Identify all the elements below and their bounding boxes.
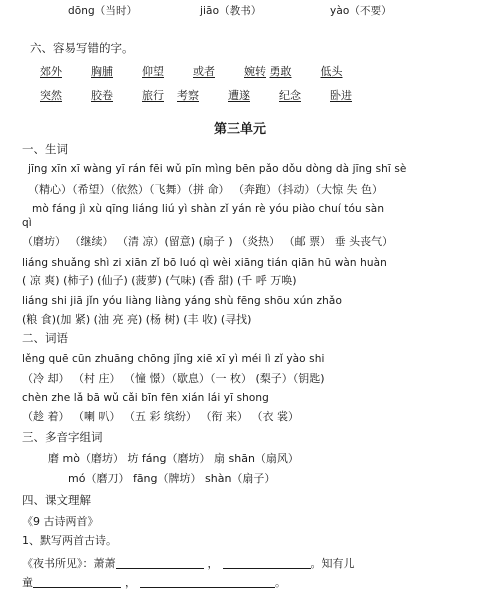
word-line-1: lěng quē cūn zhuāng chōng jǐng xiē xī yì méi lì zǐ yào shi — [22, 353, 325, 365]
fill-blank-2[interactable] — [223, 557, 311, 569]
polyphone-line-2: mó（磨刀） fāng（牌坊） shàn（扇子） — [68, 472, 276, 485]
polyphone-line-1: 磨 mò（磨坊） 坊 fáng（磨坊） 扇 shān（扇风） — [48, 452, 299, 465]
vocab-line-3: mò fáng jì xù qīng liáng liú yì shàn zǐ yán rè yóu piào chuí tóu sàn — [32, 203, 385, 215]
fill-blank-3[interactable] — [33, 576, 121, 588]
section-4-heading: 四、课文理解 — [22, 493, 91, 507]
word: 或者 — [193, 65, 215, 78]
word-line-2: （冷 却） （村 庄） （憧 憬）（歇息）（一 枚） (梨子）（钥匙) — [22, 372, 325, 385]
section-2-heading: 二、词语 — [22, 331, 68, 345]
section-3-heading: 三、多音字组词 — [22, 430, 103, 444]
vocab-line-6: liáng shuǎng shì zi xiān zǐ bō luó qì wèi xiāng tián qiān hū wàn huàn — [22, 257, 387, 269]
vocab-line-2: （精心）（希望）（依然）（飞舞）（拼 命） （奔跑）（抖动）（大惊 失 色） — [28, 183, 383, 196]
fill-blank-4[interactable] — [140, 576, 275, 588]
word: 郊外 — [40, 65, 62, 78]
vocab-line-8: liáng shi jiā jǐn yóu liàng liàng yáng shù fēng shōu xún zhǎo — [22, 295, 342, 307]
unit-title: 第三单元 — [214, 122, 267, 137]
vocab-line-1: jīng xīn xī wàng yī rán fēi wǔ pīn mìng bēn pǎo dǒu dòng dà jīng shī sè — [28, 163, 407, 175]
word: 卧进 — [330, 89, 352, 102]
recite-line-1 — [22, 557, 355, 569]
word: 突然 — [40, 89, 62, 102]
word: 胸脯 — [91, 65, 113, 78]
word-line-4: （趁 着） （喇 叭） （五 彩 缤纷） （衔 来） （衣 裳） — [22, 410, 299, 423]
vocab-line-5: （磨坊） （继续） （清 凉）(留意) (扇子 ) （炎热） （邮 票） 垂 头丧气） — [22, 235, 394, 248]
recite-comma-2: ， — [125, 576, 136, 589]
word: 胶卷 — [91, 89, 113, 102]
word: 考察 — [177, 89, 199, 102]
top-row-item-1: dōng（当时） — [68, 5, 138, 17]
recite-text-3: 童 — [22, 576, 33, 589]
word: 婉转 — [244, 65, 266, 78]
section-1-heading: 一、生词 — [22, 142, 68, 156]
recite-text-4: 。 — [275, 576, 286, 589]
recite-line-2 — [22, 576, 286, 588]
word: 仰望 — [142, 65, 164, 78]
top-row-item-3: yào（不要） — [330, 5, 392, 17]
poem-title: 《9 古诗两首》 — [22, 515, 99, 528]
word: 旅行 — [142, 89, 164, 102]
fill-blank-1[interactable] — [116, 557, 204, 569]
word: 低头 — [320, 65, 343, 78]
word-line-3: chèn zhe lǎ bā wǔ cǎi bīn fēn xián lái yī shong — [22, 392, 269, 404]
word: 勇敢 — [269, 65, 292, 78]
top-row-item-2: jiāo（教书） — [200, 5, 262, 17]
word: 纪念 — [279, 89, 301, 102]
task-line: 1、默写两首古诗。 — [22, 534, 117, 547]
vocab-line-7: ( 凉 爽) (柿子) (仙子) (菠萝) (气味) (香 甜) (千 呼 万唤) — [22, 274, 297, 287]
section-6-row-1 — [40, 66, 343, 77]
recite-comma-1: ， — [207, 557, 219, 570]
section-6-heading: 六、容易写错的字。 — [30, 41, 134, 55]
recite-text-2: 。知有儿 — [310, 557, 355, 570]
recite-text-1: 《夜书所见》：萧萧 — [22, 557, 116, 570]
word: 遭遂 — [228, 89, 250, 102]
section-6-row-2 — [40, 90, 352, 101]
vocab-line-4: qì — [22, 217, 32, 229]
vocab-line-9: (粮 食)(加 紧) (油 亮 亮) (杨 树) (丰 收) (寻找) — [22, 313, 252, 326]
